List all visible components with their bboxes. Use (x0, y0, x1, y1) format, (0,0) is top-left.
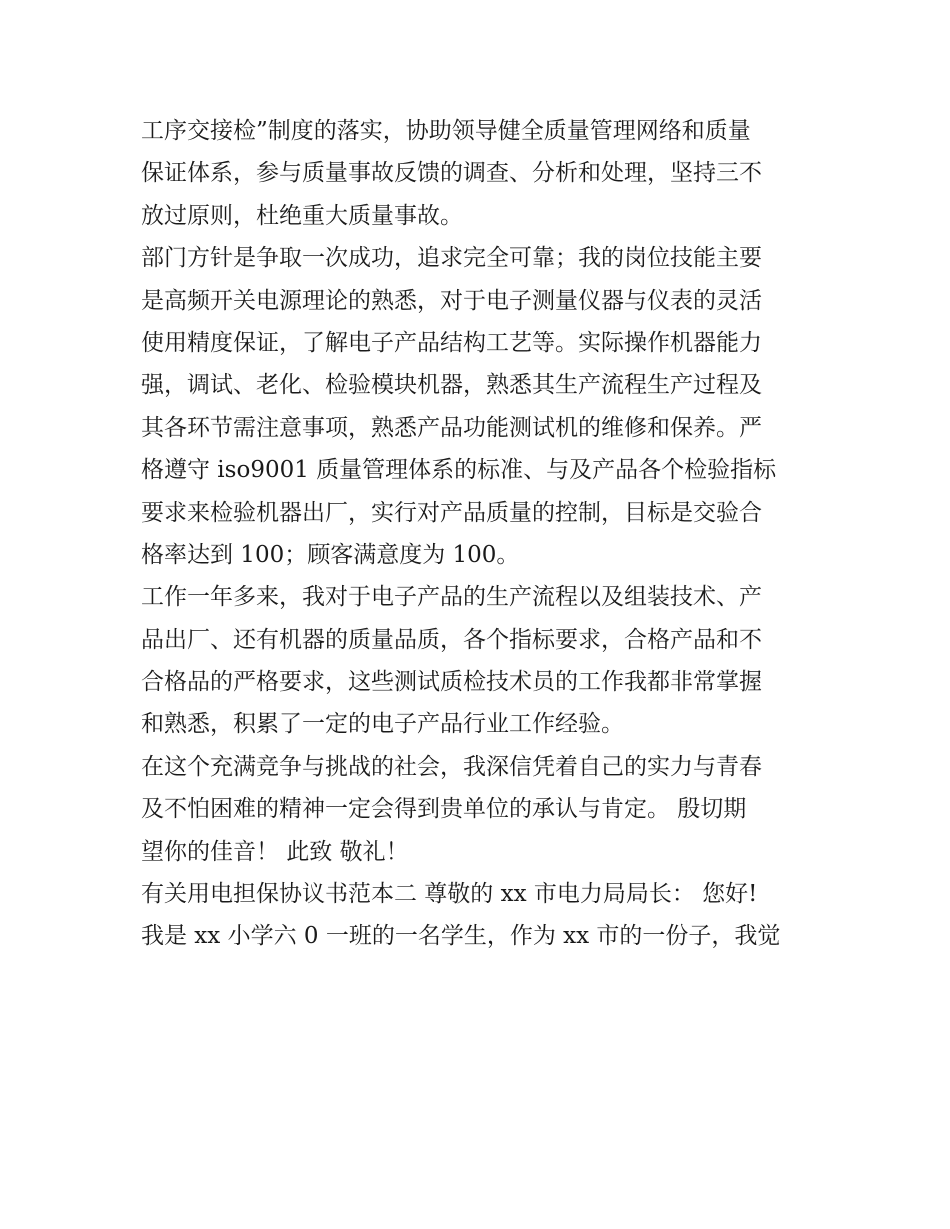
text-line-10: 要求来检验机器出厂，实行对产品质量的控制，目标是交验合 (141, 499, 762, 526)
text-line-7: 强，调试、老化、检验模块机器，熟悉其生产流程生产过程及 (141, 372, 762, 399)
text-line-20: 我是 xx 小学六 0 一班的一名学生，作为 xx 市的一份子，我觉 (141, 923, 781, 950)
text-line-18: 望你的佳音！ 此致 敬礼！ (141, 838, 409, 865)
text-line-1: 工序交接检”制度的落实，协助领导健全质量管理网络和质量 (141, 118, 751, 144)
text-line-11: 格率达到 100；顾客满意度为 100。 (141, 541, 520, 568)
text-line-4: 部门方针是争取一次成功，追求完全可靠；我的岗位技能主要 (141, 245, 762, 272)
text-line-6: 使用精度保证，了解电子产品结构工艺等。实际操作机器能力 (141, 329, 762, 356)
text-line-5: 是高频开关电源理论的熟悉，对于电子测量仪器与仪表的灵活 (141, 287, 762, 314)
text-line-15: 和熟悉，积累了一定的电子产品行业工作经验。 (141, 711, 624, 738)
text-line-3: 放过原则，杜绝重大质量事故。 (141, 202, 463, 229)
text-line-16: 在这个充满竞争与挑战的社会，我深信凭着自己的实力与青春 (141, 753, 762, 780)
text-line-2: 保证体系，参与质量事故反馈的调查、分析和处理，坚持三不 (141, 160, 762, 187)
document-body (141, 110, 816, 958)
text-line-19: 有关用电担保协议书范本二 尊敬的 xx 市电力局局长： 您好! (141, 881, 758, 908)
text-line-17: 及不怕困难的精神一定会得到贵单位的承认与肯定。 殷切期 (141, 796, 747, 823)
text-line-13: 品出厂、还有机器的质量品质，各个指标要求，合格产品和不 (141, 626, 762, 653)
text-line-12: 工作一年多来，我对于电子产品的生产流程以及组装技术、产 (141, 584, 762, 611)
text-line-8: 其各环节需注意事项，熟悉产品功能测试机的维修和保养。严 (141, 414, 762, 441)
text-line-14: 合格品的严格要求，这些测试质检技术员的工作我都非常掌握 (141, 669, 762, 696)
text-line-9: 格遵守 iso9001 质量管理体系的标准、与及产品各个检验指标 (141, 457, 777, 484)
